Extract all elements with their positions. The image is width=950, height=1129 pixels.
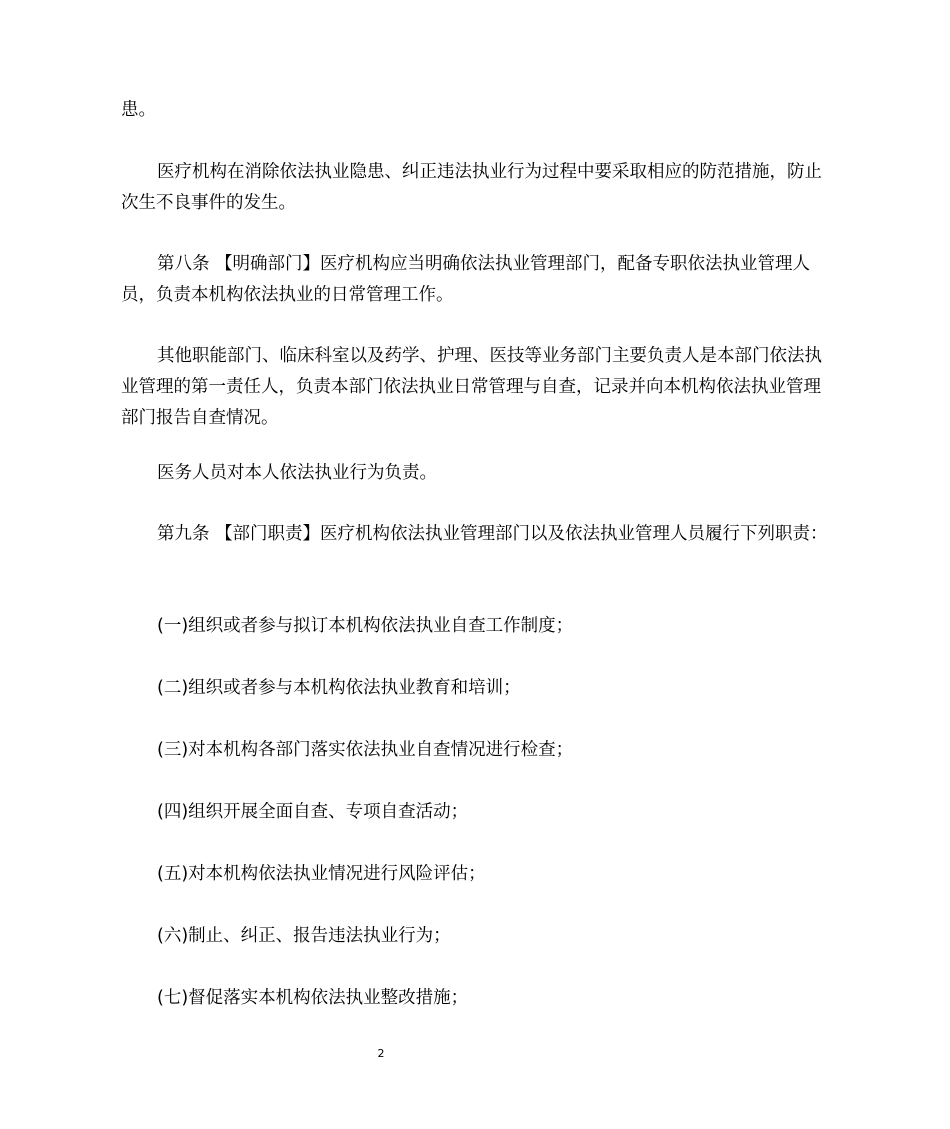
list-item-2: (二)组织或者参与本机构依法执业教育和培训； bbox=[157, 678, 521, 698]
list-item-6: (六)制止、纠正、报告违法执业行为； bbox=[157, 926, 451, 946]
list-item-7: (七)督促落实本机构依法执业整改措施； bbox=[157, 988, 469, 1008]
paragraph-medical-staff: 医务人员对本人依法执业行为负责。 bbox=[157, 463, 437, 483]
list-item-1: (一)组织或者参与拟订本机构依法执业自查工作制度； bbox=[157, 616, 574, 636]
paragraph-department-heads: 其他职能部门、临床科室以及药学、护理、医技等业务部门主要负责人是本部门依法执业管理的第一责任人，负责本部门依法执业日常管理与自查，记录并向本机构依法执业管理部门报告自查情况。 bbox=[121, 346, 822, 428]
paragraph-article-8: 第八条 【明确部门】医疗机构应当明确依法执业管理部门，配备专职依法执业管理人员，负责本机构依法执业的日常管理工作。 bbox=[121, 254, 811, 305]
paragraph-article-9: 第九条 【部门职责】医疗机构依法执业管理部门以及依法执业管理人员履行下列职责： bbox=[157, 524, 828, 544]
page-number: 2 bbox=[377, 1047, 385, 1060]
list-item-5: (五)对本机构依法执业情况进行风险评估； bbox=[157, 864, 486, 884]
list-item-3: (三)对本机构各部门落实依法执业自查情况进行检查； bbox=[157, 740, 574, 760]
list-item-4: (四)组织开展全面自查、专项自查活动； bbox=[157, 802, 469, 822]
paragraph-continuation: 患。 bbox=[121, 100, 156, 120]
paragraph-prevention-measures: 医疗机构在消除依法执业隐患、纠正违法执业行为过程中要采取相应的防范措施，防止次生不良事件的发生。 bbox=[121, 162, 822, 213]
